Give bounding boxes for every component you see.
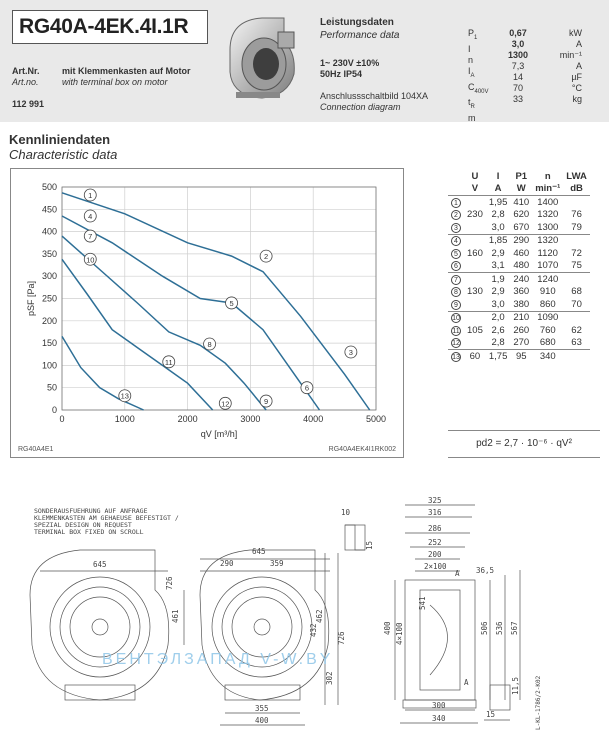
dim-label: 11,5 bbox=[511, 676, 520, 695]
curve-marker-label: 8 bbox=[207, 339, 212, 349]
table-row bbox=[448, 337, 590, 350]
cell-power: 620 bbox=[513, 209, 530, 221]
param-units bbox=[532, 28, 582, 105]
y-tick-label: 250 bbox=[41, 293, 57, 304]
data-table bbox=[448, 170, 590, 363]
y-tick-label: 500 bbox=[41, 182, 57, 192]
row-marker-cell bbox=[448, 350, 464, 363]
param-value: 14 bbox=[512, 72, 523, 82]
row-marker: 5 bbox=[451, 249, 461, 259]
dim-label: 726 bbox=[165, 576, 174, 590]
dim-label: 36,5 bbox=[476, 566, 495, 575]
drawing-note: SONDERAUSFUEHRUNG AUF ANFRAGE bbox=[34, 507, 148, 515]
table-header-cell: I bbox=[496, 170, 500, 182]
cell-sound bbox=[563, 196, 590, 209]
param-symbol: $P_1$ bbox=[468, 28, 478, 41]
y-tick-label: 450 bbox=[41, 204, 57, 215]
x-tick-label: 4000 bbox=[303, 414, 324, 424]
row-marker: 1 bbox=[451, 198, 461, 208]
row-marker-cell bbox=[448, 247, 464, 260]
drawing-reference: L-KL-1786/2-K02 bbox=[535, 675, 542, 730]
cell-power: 480 bbox=[513, 260, 530, 272]
cell-power: 410 bbox=[510, 196, 532, 209]
voltage-spec: 1~ 230V ±10% bbox=[320, 58, 380, 68]
dim-label: 645 bbox=[93, 560, 107, 569]
dim-label: 252 bbox=[428, 538, 442, 547]
row-marker: 4 bbox=[451, 236, 461, 246]
cell-speed: 1070 bbox=[537, 260, 559, 272]
dim-label: 541 bbox=[418, 596, 427, 610]
row-marker: 13 bbox=[452, 353, 460, 361]
table-row bbox=[448, 209, 590, 222]
cell-voltage: 230 bbox=[467, 209, 483, 221]
row-marker-cell bbox=[448, 196, 464, 209]
model-title: RG40A-4EK.4I.1R bbox=[12, 10, 208, 44]
dim-label: 200 bbox=[428, 550, 442, 559]
param-value: 7,3 bbox=[511, 61, 525, 71]
cell-speed: 910 bbox=[539, 286, 556, 298]
param-symbol: I bbox=[468, 43, 471, 54]
param-value: 0,67 bbox=[509, 28, 527, 38]
characteristic-chart bbox=[10, 168, 404, 458]
cell-power: 670 bbox=[513, 221, 530, 233]
cell-speed: 680 bbox=[539, 337, 556, 349]
table-unit-cell: dB bbox=[570, 183, 583, 195]
dim-label: 536 bbox=[495, 621, 504, 635]
y-axis-label: pSF [Pa] bbox=[26, 280, 36, 317]
param-value: 3,0 bbox=[511, 39, 525, 49]
row-marker-cell bbox=[448, 273, 464, 286]
cell-current: 3,0 bbox=[491, 298, 505, 310]
curve-marker-label: 4 bbox=[88, 211, 93, 221]
cell-speed: 1240 bbox=[532, 273, 563, 286]
param-value: 70 bbox=[512, 83, 523, 93]
cell-voltage bbox=[464, 221, 486, 234]
row-marker-cell bbox=[448, 311, 464, 324]
cell-sound bbox=[563, 234, 590, 247]
curve-marker-label: 1 bbox=[88, 191, 93, 201]
table-row bbox=[448, 324, 590, 337]
curve-marker-label: 10 bbox=[86, 255, 95, 265]
row-marker-cell bbox=[448, 324, 464, 337]
cell-current: 3,0 bbox=[491, 221, 505, 233]
y-tick-label: 200 bbox=[41, 315, 57, 326]
x-tick-label: 0 bbox=[59, 414, 65, 424]
cell-sound bbox=[563, 273, 590, 286]
dim-label: 506 bbox=[480, 621, 489, 635]
cell-voltage bbox=[464, 273, 486, 286]
row-marker: 11 bbox=[452, 327, 460, 335]
table-row bbox=[448, 350, 590, 363]
dim-label: 10 bbox=[341, 508, 351, 517]
cell-voltage bbox=[464, 234, 486, 247]
cell-speed: 1400 bbox=[532, 196, 563, 209]
cell-current: 2,6 bbox=[491, 324, 505, 336]
param-unit: min⁻¹ bbox=[559, 50, 582, 60]
table-row bbox=[448, 260, 590, 273]
housing-left bbox=[30, 550, 169, 700]
param-unit: kW bbox=[569, 28, 582, 38]
dim-label: 302 bbox=[325, 671, 334, 685]
table-row bbox=[448, 286, 590, 299]
chart-footer-left: RG40A4E1 bbox=[18, 446, 54, 453]
table-header-row bbox=[448, 170, 590, 183]
drawing-note: TERMINAL BOX FIXED ON SCROLL bbox=[34, 528, 144, 536]
dim-label: 355 bbox=[255, 704, 269, 713]
cell-power: 260 bbox=[513, 324, 530, 336]
table-row bbox=[448, 311, 590, 324]
cell-current: 1,95 bbox=[486, 196, 511, 209]
artnr-de-label: Art.Nr. bbox=[12, 66, 40, 76]
section-title-de: Kennliniendaten bbox=[9, 132, 111, 147]
cell-sound: 68 bbox=[571, 286, 582, 298]
dim-label: 15 bbox=[365, 540, 374, 550]
cell-voltage bbox=[464, 260, 486, 273]
curve-marker-label: 2 bbox=[264, 252, 269, 262]
row-marker-cell bbox=[448, 298, 464, 311]
section-mark: A bbox=[464, 678, 469, 687]
dim-label: 325 bbox=[428, 496, 442, 505]
cell-voltage: 60 bbox=[464, 350, 486, 363]
dimension-drawing bbox=[0, 495, 609, 735]
cell-speed: 1320 bbox=[537, 209, 559, 221]
cell-sound: 63 bbox=[571, 337, 582, 349]
dim-label: 290 bbox=[220, 559, 234, 568]
cell-speed: 1090 bbox=[532, 311, 563, 324]
table-unit-cell: W bbox=[516, 183, 526, 195]
param-symbol: $C_{400V}$ bbox=[468, 81, 489, 95]
cell-power: 290 bbox=[510, 234, 532, 247]
row-marker-cell bbox=[448, 260, 464, 273]
dim-label: 340 bbox=[432, 714, 446, 723]
performance-title-de: Leistungsdaten bbox=[320, 17, 394, 28]
curve-marker-label: 12 bbox=[221, 399, 230, 409]
row-marker: 7 bbox=[451, 275, 461, 285]
table-header-cell: U bbox=[471, 170, 479, 182]
cell-sound: 75 bbox=[571, 260, 582, 272]
dim-label: 567 bbox=[510, 621, 519, 635]
data-table-wrap bbox=[448, 170, 600, 363]
cell-current: 1,75 bbox=[486, 350, 511, 363]
cell-power: 380 bbox=[513, 298, 530, 310]
cell-voltage: 105 bbox=[467, 324, 483, 336]
cell-power: 240 bbox=[510, 273, 532, 286]
table-row bbox=[448, 234, 590, 247]
curve-marker-label: 5 bbox=[229, 298, 234, 308]
param-unit: A bbox=[575, 61, 582, 71]
cell-voltage: 130 bbox=[467, 286, 483, 298]
cell-sound bbox=[563, 350, 590, 363]
cell-sound: 76 bbox=[571, 209, 582, 221]
curve-marker-label: 11 bbox=[164, 357, 173, 367]
table-row bbox=[448, 221, 590, 234]
param-value: 33 bbox=[512, 94, 523, 104]
param-symbol: $I_A$ bbox=[468, 65, 475, 79]
series-line-13 bbox=[62, 336, 144, 410]
dim-label: 726 bbox=[337, 631, 346, 645]
curve-marker-label: 6 bbox=[304, 383, 310, 393]
performance-title-en: Performance data bbox=[320, 30, 400, 41]
table-row bbox=[448, 298, 590, 311]
cell-sound: 72 bbox=[571, 247, 582, 259]
formula-text: pd2 = 2,7 · 10⁻⁶ · qV² bbox=[476, 438, 572, 449]
section-mark: A bbox=[455, 569, 460, 578]
x-tick-label: 5000 bbox=[365, 414, 387, 424]
dim-label: 286 bbox=[428, 524, 442, 533]
drawing-note: SPEZIAL DESIGN ON REQUEST bbox=[34, 521, 132, 529]
y-tick-label: 100 bbox=[41, 360, 57, 371]
cell-voltage bbox=[464, 196, 486, 209]
dim-label: 645 bbox=[252, 547, 266, 556]
table-header-cell: LWA bbox=[566, 170, 587, 182]
chart-footer-right: RG40A4EK4I1RK002 bbox=[328, 446, 396, 453]
drawing-note: KLEMMENKASTEN AM GEHAEUSE BEFESTIGT / bbox=[34, 514, 179, 522]
cell-current: 3,1 bbox=[491, 260, 505, 272]
y-tick-label: 400 bbox=[41, 226, 57, 237]
artnr-de-desc: mit Klemmenkasten auf Motor bbox=[62, 66, 191, 76]
cell-voltage bbox=[464, 311, 486, 324]
cell-voltage: 160 bbox=[467, 247, 483, 259]
table-header-cell: P1 bbox=[515, 170, 528, 182]
cell-power: 95 bbox=[510, 350, 532, 363]
param-unit: °C bbox=[571, 83, 582, 93]
cell-speed: 1320 bbox=[532, 234, 563, 247]
table-row bbox=[448, 247, 590, 260]
table-unit-cell: A bbox=[494, 183, 502, 195]
table-unit-row bbox=[448, 183, 590, 196]
cell-speed: 760 bbox=[539, 324, 556, 336]
formula-box bbox=[448, 430, 600, 458]
row-marker: 10 bbox=[452, 315, 460, 323]
cell-current: 2,9 bbox=[491, 286, 505, 298]
table-header-cell bbox=[448, 170, 464, 183]
cell-sound: 79 bbox=[571, 221, 582, 233]
y-tick-label: 350 bbox=[41, 248, 57, 259]
param-symbols bbox=[468, 28, 489, 124]
dim-label: 300 bbox=[432, 701, 446, 710]
dim-label: 400 bbox=[383, 621, 392, 635]
param-symbol: n bbox=[468, 54, 474, 65]
curve-marker-label: 13 bbox=[120, 391, 129, 401]
row-marker-cell bbox=[448, 337, 464, 350]
row-marker-cell bbox=[448, 221, 464, 234]
dim-label: 2×100 bbox=[424, 562, 447, 571]
cell-speed: 340 bbox=[532, 350, 563, 363]
connection-de: Anschlussschaltbild 104XA bbox=[320, 91, 429, 101]
param-symbol: m bbox=[468, 113, 476, 124]
cell-current: 2,8 bbox=[491, 209, 505, 221]
curve-marker-label: 3 bbox=[348, 348, 353, 358]
param-unit: kg bbox=[572, 94, 582, 104]
dim-label: 432 bbox=[309, 623, 318, 637]
table-row bbox=[448, 196, 590, 209]
cell-voltage bbox=[464, 337, 486, 350]
row-marker: 9 bbox=[451, 300, 461, 310]
x-axis-label: qV [m³/h] bbox=[200, 429, 238, 439]
cell-sound: 70 bbox=[571, 298, 582, 310]
cell-power: 360 bbox=[513, 286, 530, 298]
param-unit: A bbox=[575, 39, 582, 49]
watermark: ВЕНТЭЛЗАПАД V-W.BY bbox=[102, 651, 334, 668]
table-unit-cell: min⁻¹ bbox=[535, 183, 561, 195]
cell-current: 1,9 bbox=[486, 273, 511, 286]
row-marker-cell bbox=[448, 234, 464, 247]
cell-power: 460 bbox=[513, 247, 530, 259]
row-marker: 8 bbox=[451, 287, 461, 297]
cell-sound bbox=[563, 311, 590, 324]
section-title-en: Characteristic data bbox=[9, 147, 118, 162]
x-tick-label: 1000 bbox=[114, 414, 135, 424]
cell-voltage bbox=[464, 298, 486, 311]
cell-speed: 860 bbox=[539, 298, 556, 310]
section-heading bbox=[9, 132, 117, 162]
dim-label: 359 bbox=[270, 559, 284, 568]
x-tick-label: 2000 bbox=[177, 414, 198, 424]
y-tick-label: 50 bbox=[46, 382, 57, 393]
param-unit: µF bbox=[571, 72, 582, 82]
table-unit-cell: V bbox=[471, 183, 479, 195]
dim-label: 462 bbox=[315, 609, 324, 623]
cell-power: 270 bbox=[513, 337, 530, 349]
cell-speed: 1300 bbox=[537, 221, 559, 233]
cell-current: 2,0 bbox=[486, 311, 511, 324]
dim-label: 15 bbox=[486, 710, 496, 719]
artnr-en-desc: with terminal box on motor bbox=[62, 77, 168, 87]
freq-ip-spec: 50Hz IP54 bbox=[320, 69, 363, 79]
table-unit-cell bbox=[448, 183, 464, 196]
curve-marker-label: 9 bbox=[264, 397, 269, 407]
row-marker: 3 bbox=[451, 223, 461, 233]
y-tick-label: 0 bbox=[51, 405, 57, 415]
table-header-cell: n bbox=[544, 170, 551, 182]
table-row bbox=[448, 273, 590, 286]
fan-product-image bbox=[222, 12, 304, 102]
artnr-en-label: Art.no. bbox=[12, 77, 39, 87]
y-tick-label: 300 bbox=[41, 271, 57, 282]
cell-power: 210 bbox=[510, 311, 532, 324]
param-value: 1300 bbox=[507, 50, 529, 60]
artnr-number: 112 991 bbox=[12, 99, 45, 109]
curve-marker-label: 7 bbox=[88, 232, 93, 242]
cell-current: 1,85 bbox=[486, 234, 511, 247]
row-marker-cell bbox=[448, 209, 464, 222]
dim-label: 400 bbox=[255, 716, 269, 725]
param-symbol: $t_R$ bbox=[468, 97, 475, 111]
row-marker: 12 bbox=[452, 340, 460, 348]
row-marker-cell bbox=[448, 286, 464, 299]
cell-speed: 1120 bbox=[537, 247, 558, 259]
connection-en: Connection diagram bbox=[320, 102, 401, 112]
dim-label: 461 bbox=[171, 609, 180, 623]
y-tick-label: 150 bbox=[41, 338, 57, 349]
cell-sound: 62 bbox=[571, 324, 582, 336]
x-tick-label: 3000 bbox=[240, 414, 261, 424]
row-marker: 2 bbox=[451, 210, 461, 220]
row-marker: 6 bbox=[451, 261, 461, 271]
cell-current: 2,9 bbox=[491, 247, 505, 259]
cell-current: 2,8 bbox=[491, 337, 505, 349]
dim-label: 316 bbox=[428, 508, 442, 517]
dim-label: 4×100 bbox=[395, 622, 404, 645]
